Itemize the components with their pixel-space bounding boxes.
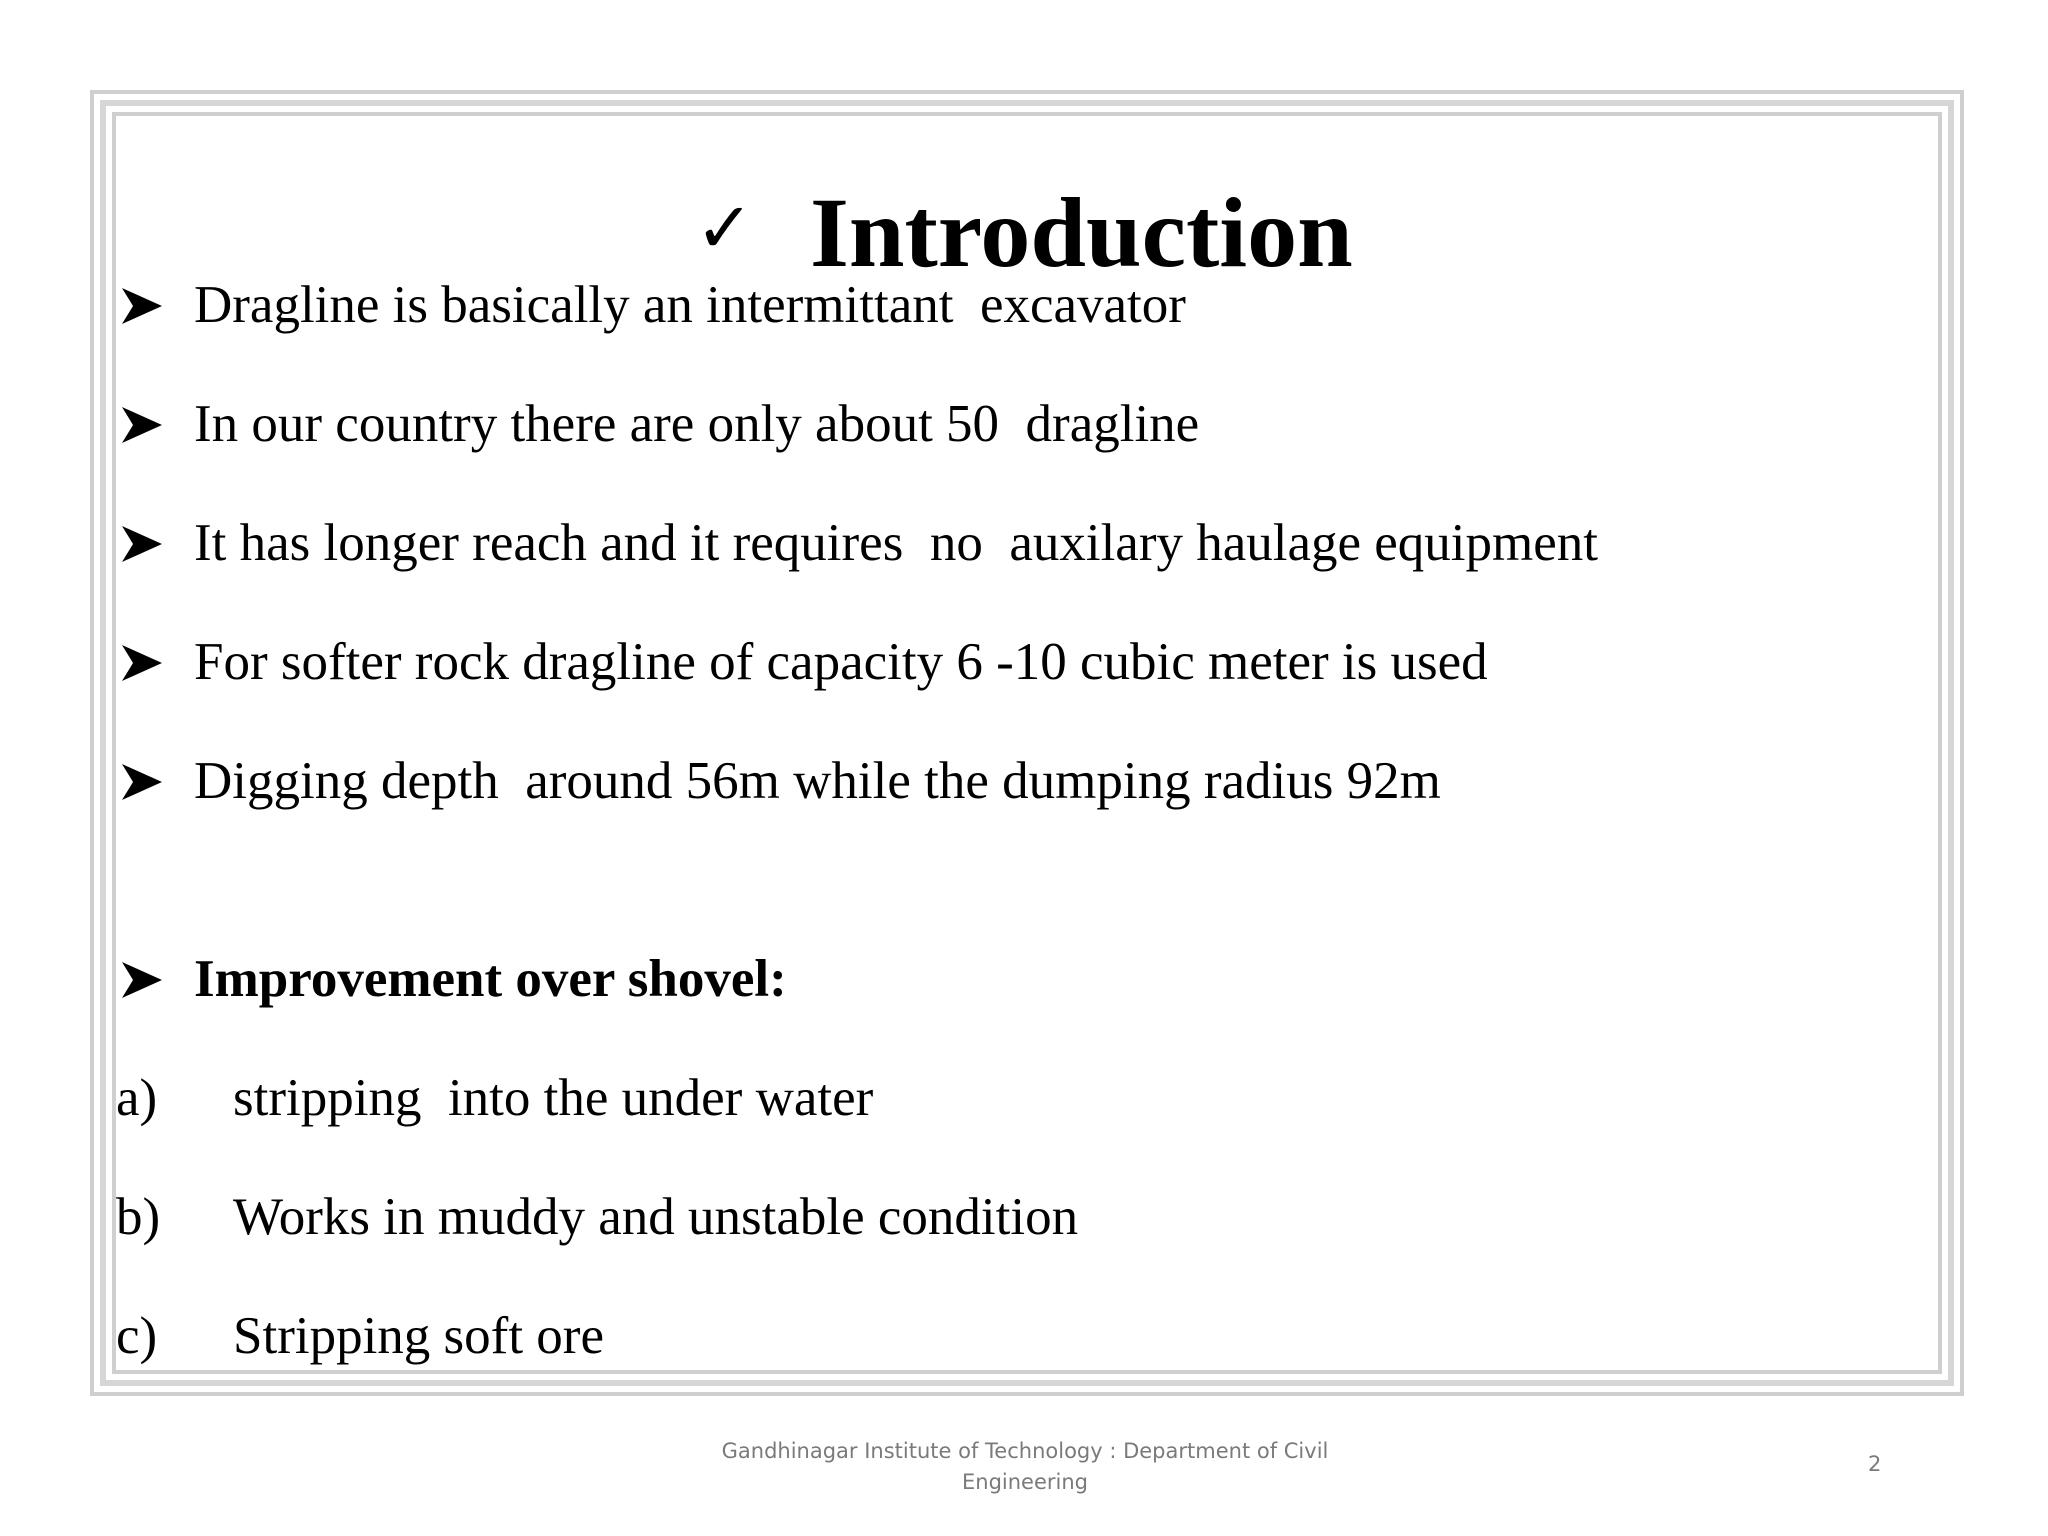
bullet-item-heading	[118, 944, 787, 1014]
list-item-text: Stripping soft ore	[233, 1307, 604, 1365]
list-item-text: stripping into the under water	[233, 1069, 874, 1127]
checkmark-icon: ✓	[695, 187, 754, 269]
lettered-list-item	[116, 1182, 1079, 1252]
lettered-list-item	[116, 1063, 874, 1133]
arrowhead-bullet-icon	[118, 389, 170, 459]
bullet-item	[118, 270, 1186, 340]
bullet-text: Dragline is basically an intermittant excavator	[194, 276, 1186, 334]
bullet-item	[118, 627, 1488, 697]
arrowhead-bullet-icon	[118, 944, 170, 1014]
arrowhead-bullet-icon	[118, 270, 170, 340]
list-marker: b)	[116, 1188, 161, 1246]
arrowhead-bullet-icon	[118, 746, 170, 816]
bullet-text: For softer rock dragline of capacity 6 -10 cubic meter is used	[194, 633, 1488, 691]
list-item-text: Works in muddy and unstable condition	[233, 1188, 1079, 1246]
footer-institution: Gandhinagar Institute of Technology : Department of Civil Engineering	[721, 1439, 1329, 1494]
list-marker: a)	[116, 1069, 158, 1127]
slide-title-text: Introduction	[809, 177, 1353, 288]
bullet-text: In our country there are only about 50 dragline	[194, 395, 1200, 453]
bullet-text: Digging depth around 56m while the dumping radius 92m	[194, 752, 1441, 810]
bullet-item	[118, 389, 1200, 459]
bullet-item	[118, 508, 1598, 578]
bullet-item	[118, 746, 1441, 816]
bullet-text: It has longer reach and it requires no auxilary haulage equipment	[194, 514, 1598, 572]
lettered-list-item	[116, 1301, 604, 1371]
bullet-heading-text: Improvement over shovel:	[194, 950, 787, 1008]
page-number: 2	[1868, 1452, 1882, 1476]
arrowhead-bullet-icon	[118, 627, 170, 697]
arrowhead-bullet-icon	[118, 508, 170, 578]
list-marker: c)	[116, 1307, 158, 1365]
